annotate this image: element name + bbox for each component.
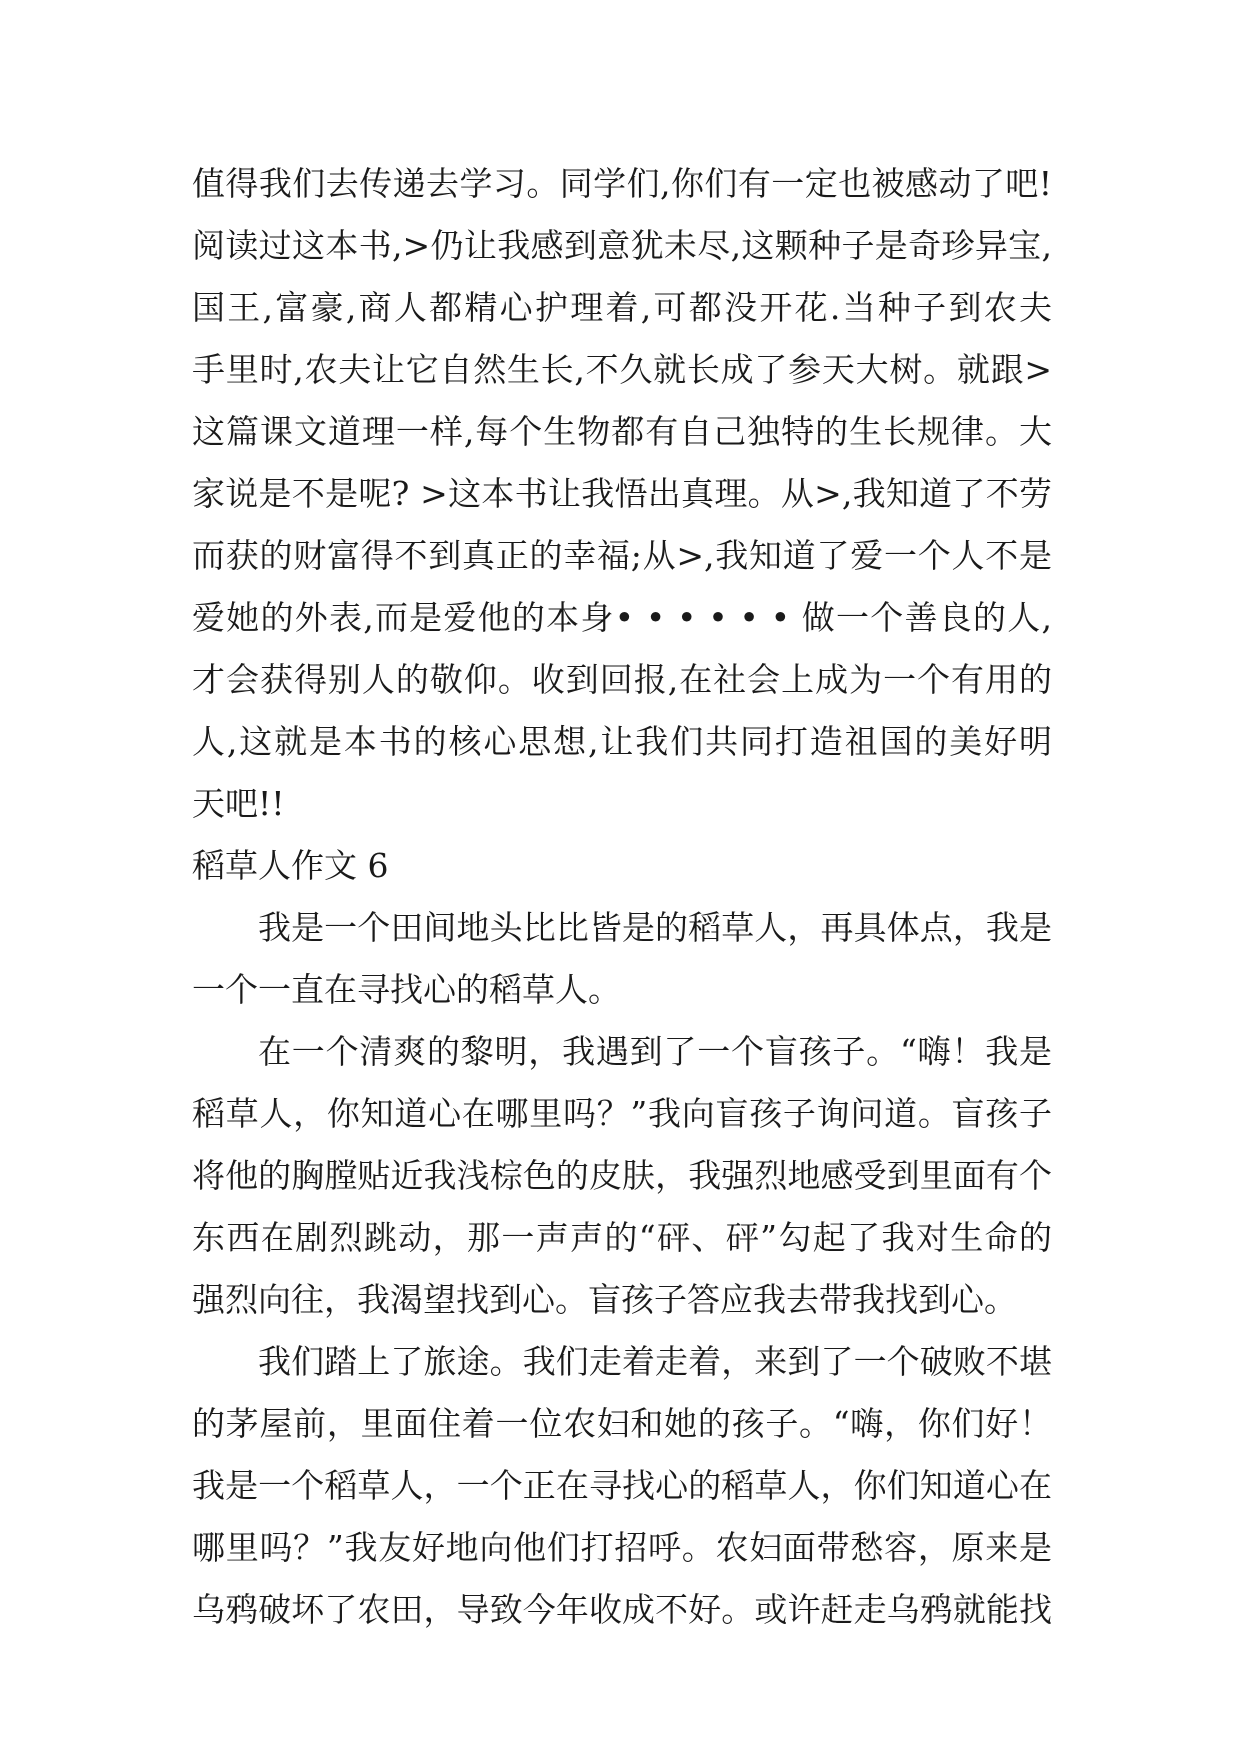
text-line: 而获的财富得不到真正的幸福;从>,我知道了爱一个人不是: [192, 536, 1052, 575]
text-line: 我是一个稻草人，一个正在寻找心的稻草人，你们知道心在: [192, 1466, 1052, 1505]
text-line: 国王,富豪,商人都精心护理着,可都没开花.当种子到农夫: [192, 288, 1052, 327]
text-line: 东西在剧烈跳动，那一声声的“砰、砰”勾起了我对生命的: [192, 1218, 1052, 1257]
text-line: 天吧!!: [192, 784, 285, 823]
paragraph-first-line: 在一个清爽的黎明，我遇到了一个盲孩子。“嗨！我是: [258, 1032, 1052, 1071]
text-line: 才会获得别人的敬仰。收到回报,在社会上成为一个有用的: [192, 660, 1052, 699]
paragraph-first-line: 我是一个田间地头比比皆是的稻草人，再具体点，我是: [258, 908, 1052, 947]
text-line: 这篇课文道理一样,每个生物都有自己独特的生长规律。大: [192, 412, 1052, 451]
text-line: 哪里吗？”我友好地向他们打招呼。农妇面带愁容，原来是: [192, 1528, 1052, 1567]
text-line: 强烈向往，我渴望找到心。盲孩子答应我去带我找到心。: [192, 1280, 1017, 1319]
text-line: 值得我们去传递去学习。同学们,你们有一定也被感动了吧!: [192, 164, 1052, 203]
text-line: 稻草人，你知道心在哪里吗？”我向盲孩子询问道。盲孩子: [192, 1094, 1052, 1133]
text-line: 乌鸦破坏了农田，导致今年收成不好。或许赶走乌鸦就能找: [192, 1590, 1052, 1629]
text-line: 阅读过这本书,>仍让我感到意犹未尽,这颗种子是奇珍异宝,: [192, 226, 1052, 265]
paragraph-first-line: 我们踏上了旅途。我们走着走着，来到了一个破败不堪: [258, 1342, 1052, 1381]
text-line: 将他的胸膛贴近我浅棕色的皮肤，我强烈地感受到里面有个: [192, 1156, 1052, 1195]
text-line: 手里时,农夫让它自然生长,不久就长成了参天大树。就跟>: [192, 350, 1052, 389]
text-line: 家说是不是呢? >这本书让我悟出真理。从>,我知道了不劳: [192, 474, 1052, 513]
text-line: 的茅屋前，里面住着一位农妇和她的孩子。“嗨，你们好！: [192, 1404, 1052, 1443]
text-line: 人,这就是本书的核心思想,让我们共同打造祖国的美好明: [192, 722, 1052, 761]
text-line: 爱她的外表,而是爱他的本身• • • • • • 做一个善良的人,: [192, 598, 1052, 637]
text-line: 一个一直在寻找心的稻草人。: [192, 970, 621, 1009]
section-heading: 稻草人作文 6: [192, 846, 389, 885]
